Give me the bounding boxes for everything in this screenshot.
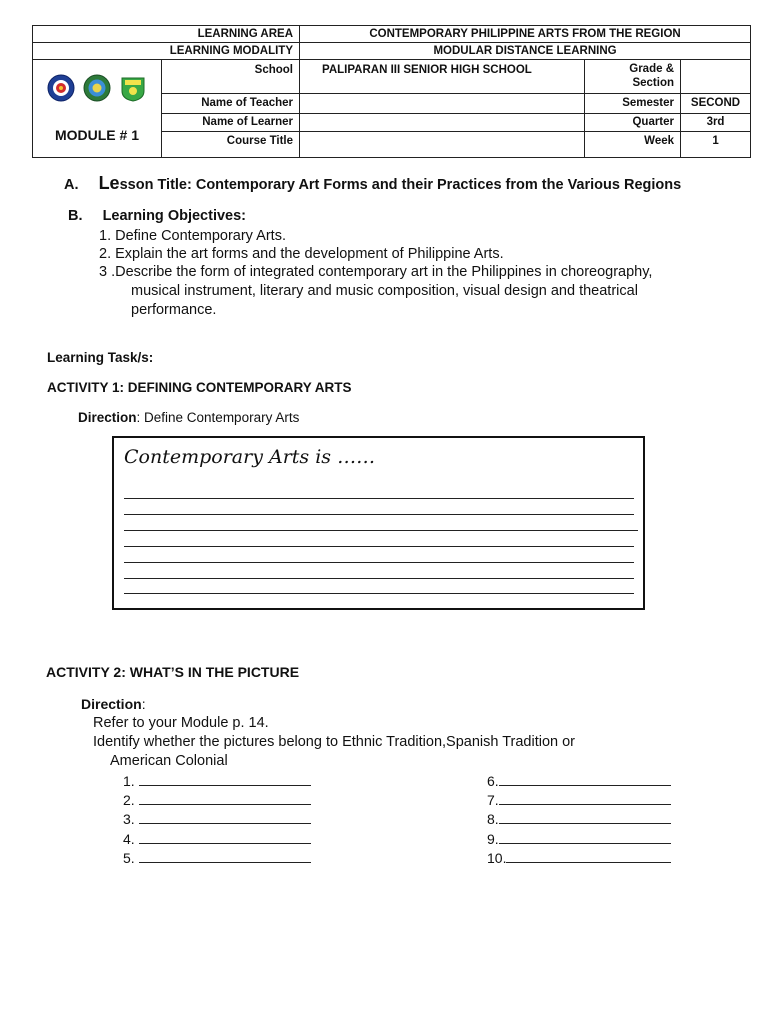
answer-blank[interactable] — [139, 850, 311, 863]
answer-item-1[interactable] — [123, 773, 311, 789]
answer-line[interactable] — [124, 530, 638, 531]
answer-box[interactable] — [112, 436, 645, 610]
answer-number: 3. — [123, 811, 135, 827]
answer-number: 5. — [123, 850, 135, 866]
learning-modality-label: LEARNING MODALITY — [33, 43, 300, 60]
answer-line[interactable] — [124, 562, 634, 563]
activity2-line1: Refer to your Module p. 14. — [93, 715, 269, 731]
learning-area-value: CONTEMPORARY PHILIPPINE ARTS FROM THE REGION — [300, 26, 751, 43]
answer-item-4[interactable] — [123, 831, 311, 847]
quarter-label: Quarter — [585, 113, 681, 131]
teacher-field[interactable] — [300, 93, 585, 113]
objective-item-3-line3: performance. — [131, 302, 217, 318]
school-value: PALIPARAN III SENIOR HIGH SCHOOL — [300, 60, 585, 93]
activity1-direction-label: Direction — [78, 410, 137, 425]
answer-item-3[interactable] — [123, 811, 311, 827]
answer-line[interactable] — [124, 578, 634, 579]
answer-line[interactable] — [124, 498, 634, 499]
learning-tasks-heading: Learning Task/s: — [47, 350, 154, 365]
activity2-direction-colon: : — [141, 696, 146, 712]
activity1-direction — [78, 410, 299, 425]
lesson-title — [64, 173, 681, 194]
answer-blank[interactable] — [499, 831, 671, 844]
logos-cell — [33, 60, 162, 113]
school-logo — [119, 74, 147, 102]
answer-item-2[interactable] — [123, 792, 311, 808]
objectives-heading-text: Learning Objectives: — [102, 208, 246, 224]
teacher-label: Name of Teacher — [162, 93, 300, 113]
activity1-direction-text: : Define Contemporary Arts — [136, 410, 300, 425]
answer-item-10[interactable] — [487, 850, 671, 866]
answer-number: 4. — [123, 831, 135, 847]
answer-line[interactable] — [124, 546, 634, 547]
answer-blank[interactable] — [499, 773, 671, 786]
week-label: Week — [585, 131, 681, 157]
grade-section-label: Grade & Section — [585, 60, 681, 93]
deped-seal-logo — [47, 74, 75, 102]
objective-item-3-line2: musical instrument, literary and music composition, visual design and theatrical — [131, 283, 638, 299]
semester-value: SECOND — [681, 93, 751, 113]
lesson-letter: A. — [64, 177, 79, 193]
learner-field[interactable] — [300, 113, 585, 131]
answer-blank[interactable] — [139, 773, 311, 786]
answer-blank[interactable] — [499, 811, 671, 824]
objective-item-2: 2. Explain the art forms and the development of Philippine Arts. — [99, 246, 504, 262]
week-value: 1 — [681, 131, 751, 157]
answer-line[interactable] — [124, 593, 634, 594]
answer-item-9[interactable] — [487, 831, 671, 847]
answer-blank[interactable] — [139, 811, 311, 824]
answer-item-7[interactable] — [487, 792, 671, 808]
answer-number: 10. — [487, 850, 507, 866]
answer-number: 6. — [487, 773, 499, 789]
semester-label: Semester — [585, 93, 681, 113]
answer-box-title: Contemporary Arts is …… — [124, 446, 376, 468]
objectives-heading — [68, 208, 246, 224]
objectives-letter: B. — [68, 208, 83, 224]
answer-number: 8. — [487, 811, 499, 827]
activity2-direction — [81, 696, 146, 712]
header-table — [32, 25, 751, 158]
answer-blank[interactable] — [499, 792, 671, 805]
quarter-value: 3rd — [681, 113, 751, 131]
learning-modality-value: MODULAR DISTANCE LEARNING — [300, 43, 751, 60]
answer-blank[interactable] — [139, 831, 311, 844]
answer-item-8[interactable] — [487, 811, 671, 827]
division-seal-logo — [83, 74, 111, 102]
activity2-title: ACTIVITY 2: WHAT’S IN THE PICTURE — [46, 664, 300, 680]
activity2-direction-label: Direction — [81, 696, 142, 712]
school-label: School — [162, 60, 300, 93]
learning-area-label: LEARNING AREA — [33, 26, 300, 43]
answer-blank[interactable] — [506, 850, 671, 863]
learner-label: Name of Learner — [162, 113, 300, 131]
activity2-line2: Identify whether the pictures belong to Ethnic Tradition,Spanish Tradition or — [93, 734, 576, 750]
course-title-field[interactable] — [300, 131, 585, 157]
objective-item-1: 1. Define Contemporary Arts. — [99, 228, 286, 244]
activity2-line3: American Colonial — [110, 753, 228, 769]
answer-number: 2. — [123, 792, 135, 808]
answer-line[interactable] — [124, 514, 634, 515]
activity1-title: ACTIVITY 1: DEFINING CONTEMPORARY ARTS — [47, 380, 352, 395]
lesson-title-rest: sson Title: Contemporary Art Forms and their Practices from the Various Regions — [119, 177, 682, 193]
course-title-label: Course Title — [162, 131, 300, 157]
answer-item-5[interactable] — [123, 850, 311, 866]
logo-group — [39, 72, 155, 102]
answer-blank[interactable] — [139, 792, 311, 805]
answer-number: 9. — [487, 831, 499, 847]
answer-item-6[interactable] — [487, 773, 671, 789]
grade-section-field[interactable] — [681, 60, 751, 93]
answer-number: 7. — [487, 792, 499, 808]
answer-number: 1. — [123, 773, 135, 789]
module-number: MODULE # 1 — [33, 113, 162, 157]
lesson-title-lead: Le — [98, 173, 120, 193]
objective-item-3-line1: 3 .Describe the form of integrated contemporary art in the Philippines in choreography, — [99, 264, 653, 280]
